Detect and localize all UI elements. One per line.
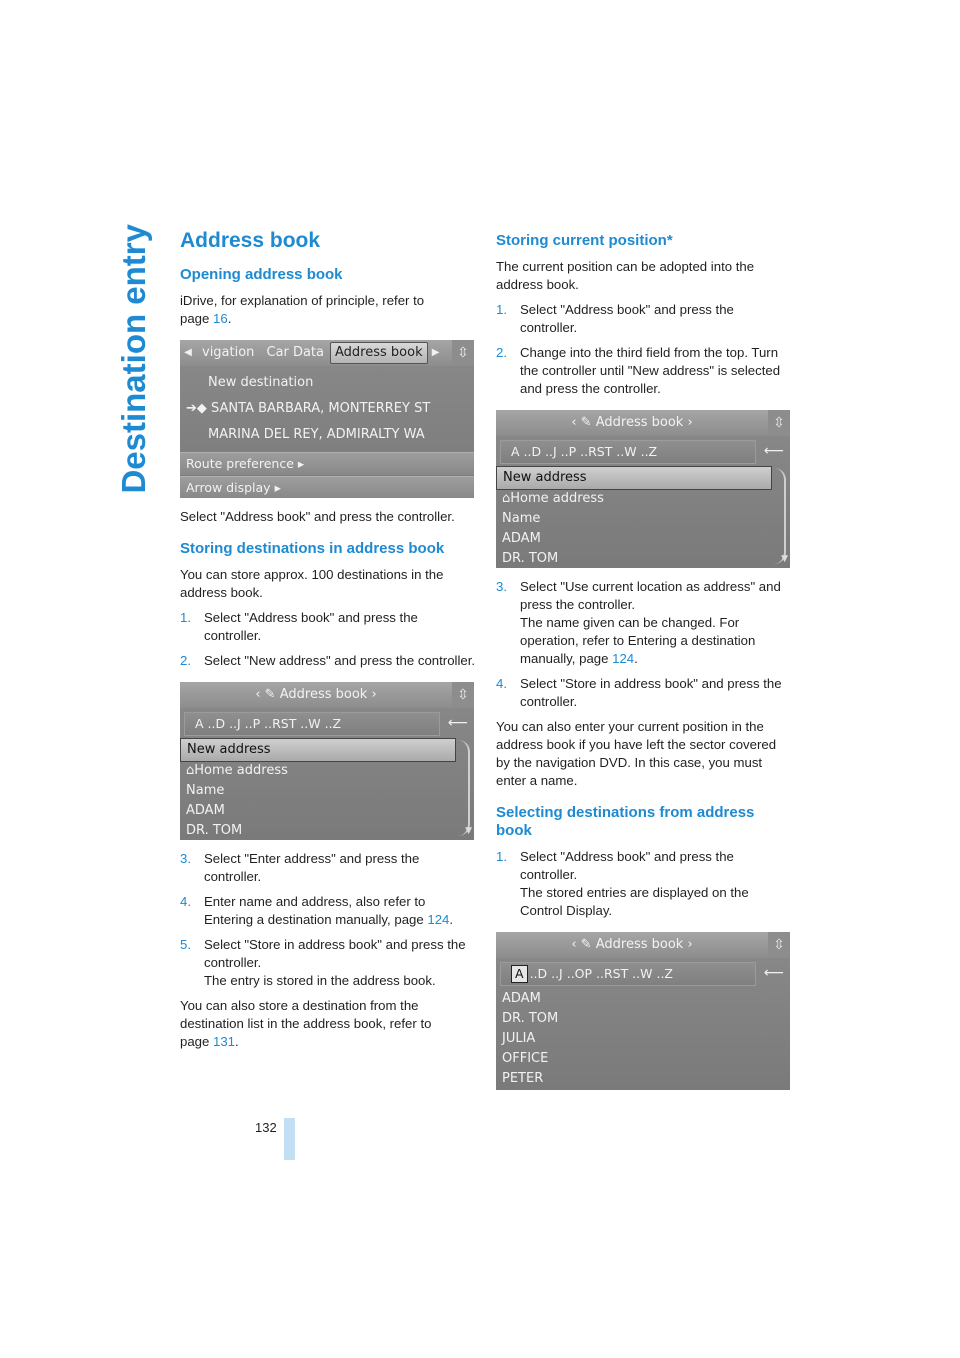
step-item: 4. Enter name and address, also refer to Entering a destination manually, page 124. <box>180 894 454 927</box>
paragraph-current-outro: You can also enter your current position in the address book if you have left the sector covered by the navigation DVD. In this case, you must enter a name. <box>496 719 777 788</box>
screenshot-address-book-new-address <box>496 410 790 568</box>
list-item: DR. TOM <box>502 551 559 566</box>
tab-address-book: Address book <box>330 342 428 364</box>
address-book-title-bar <box>496 932 768 958</box>
controller-icon: ⇳ <box>452 340 474 366</box>
list-item: OFFICE <box>502 1051 549 1066</box>
steps-list <box>496 301 792 398</box>
address-book-title: ‹ ✎ Address book › <box>571 415 693 430</box>
address-book-title: ‹ ✎ Address book › <box>255 687 377 702</box>
step-item: 1. Select "Address book" and press the controller. The stored entries are displayed on the Control Display. <box>496 849 749 918</box>
left-arrow-icon: ◀ <box>184 347 192 358</box>
address-book-icon: ✎ <box>580 415 592 430</box>
list-item: DR. TOM <box>502 1011 559 1026</box>
page-link[interactable]: 16 <box>213 311 228 326</box>
side-section-title-text: Destination entry <box>115 224 152 494</box>
step-item: 1. Select "Address book" and press the controller. <box>180 610 418 643</box>
section-title: Address book <box>180 229 321 252</box>
page-link[interactable]: 124 <box>427 912 450 927</box>
steps-list <box>180 850 476 990</box>
side-section-title <box>112 224 152 664</box>
home-icon: ⌂ <box>502 491 511 506</box>
right-column <box>496 228 792 1100</box>
tab-navigation: vigation <box>202 345 255 360</box>
heading-storing-destinations: Storing destinations in address book <box>180 540 445 557</box>
alphabet-filter: A ..D ..J ..OP ..RST ..W ..Z <box>500 962 756 986</box>
page-link[interactable]: 124 <box>612 651 635 666</box>
route-arrow-icon: ➔◆ <box>186 401 212 416</box>
list-item-new-address: New address <box>496 466 772 490</box>
list-item-home-address: ⌂Home address <box>186 763 288 778</box>
list-item-name: Name <box>502 511 541 526</box>
page-marker-bar <box>284 1118 295 1160</box>
address-book-title-bar <box>496 410 768 436</box>
menu-item-previous-destination: MARINA DEL REY, ADMIRALTY WA <box>208 427 425 442</box>
menu-tab-bar <box>180 340 452 366</box>
step-item: 1. Select "Address book" and press the controller. <box>496 302 734 335</box>
heading-storing-current-position: Storing current position* <box>496 232 673 249</box>
alphabet-filter: A ..D ..J ..P ..RST ..W ..Z <box>500 440 756 464</box>
address-book-icon: ✎ <box>580 937 592 952</box>
address-book-title-bar <box>180 682 452 708</box>
step-item: 3. Select "Use current location as address" and press the controller. The name given can be changed. For operation, refer to Entering a destination manually, page 124. <box>496 579 781 666</box>
steps-list <box>180 609 476 670</box>
chevron-right-icon: ▸ <box>297 456 305 471</box>
back-icon: ⟵ <box>763 443 784 459</box>
list-item-home-address: ⌂Home address <box>502 491 604 506</box>
list-item: ADAM <box>502 531 541 546</box>
step-item: 2. Change into the third field from the top. Turn the controller until "New address" is selected and press the controller. <box>496 345 781 396</box>
page-number: 132 <box>255 1120 277 1135</box>
scroll-down-icon: ▼ <box>465 826 472 836</box>
address-book-title: ‹ ✎ Address book › <box>571 937 693 952</box>
menu-item-route-preference: Route preference ▸ <box>180 452 474 475</box>
screenshot-address-book-entries <box>496 932 790 1090</box>
paragraph-select-address-book: Select "Address book" and press the controller. <box>180 509 455 524</box>
menu-item-new-destination: New destination <box>208 375 314 390</box>
list-item: ADAM <box>502 991 541 1006</box>
step-item: 3. Select "Enter address" and press the controller. <box>180 851 420 884</box>
paragraph-current-intro: The current position can be adopted into the address book. <box>496 259 755 292</box>
screenshot-navigation-menu <box>180 340 474 498</box>
list-item: PETER <box>502 1071 544 1086</box>
alphabet-filter: A ..D ..J ..P ..RST ..W ..Z <box>184 712 440 736</box>
list-item-new-address: New address <box>180 738 456 762</box>
menu-item-arrow-display: Arrow display ▸ <box>180 476 474 498</box>
address-book-icon: ✎ <box>264 687 276 702</box>
controller-icon: ⇳ <box>768 932 790 958</box>
page-link[interactable]: 131 <box>213 1034 236 1049</box>
steps-list <box>496 848 792 920</box>
step-item: 2. Select "New address" and press the controller. <box>180 653 476 668</box>
list-item: JULIA <box>502 1031 536 1046</box>
paragraph-idrive: iDrive, for explanation of principle, refer to page 16. <box>180 293 425 326</box>
paragraph-store-from-list: You can also store a destination from the destination list in the address book, refer to page 131. <box>180 998 432 1049</box>
steps-list <box>496 578 792 711</box>
back-icon: ⟵ <box>447 715 468 731</box>
home-icon: ⌂ <box>186 763 195 778</box>
list-item: DR. TOM <box>186 823 243 838</box>
screenshot-address-book <box>180 682 474 840</box>
alphabet-cursor: A <box>511 965 528 983</box>
list-item-name: Name <box>186 783 225 798</box>
controller-icon: ⇳ <box>768 410 790 436</box>
heading-selecting-destinations: Selecting destinations from address book <box>496 804 755 839</box>
menu-item-last-destination: ➔◆ SANTA BARBARA, MONTERREY ST <box>186 401 431 416</box>
back-icon: ⟵ <box>763 965 784 981</box>
chevron-right-icon: ▸ <box>274 480 281 495</box>
list-item: ADAM <box>186 803 225 818</box>
controller-icon: ⇳ <box>452 682 474 708</box>
paragraph-store-intro: You can store approx. 100 destinations in the address book. <box>180 567 444 600</box>
heading-opening-address-book: Opening address book <box>180 266 343 283</box>
step-item: 4. Select "Store in address book" and press the controller. <box>496 676 782 709</box>
scroll-down-icon: ▼ <box>781 554 788 564</box>
left-column <box>180 228 476 1058</box>
step-item: 5. Select "Store in address book" and press the controller. The entry is stored in the address book. <box>180 937 466 988</box>
right-arrow-icon: ▶ <box>431 347 440 358</box>
tab-car-data: Car Data <box>266 345 324 360</box>
